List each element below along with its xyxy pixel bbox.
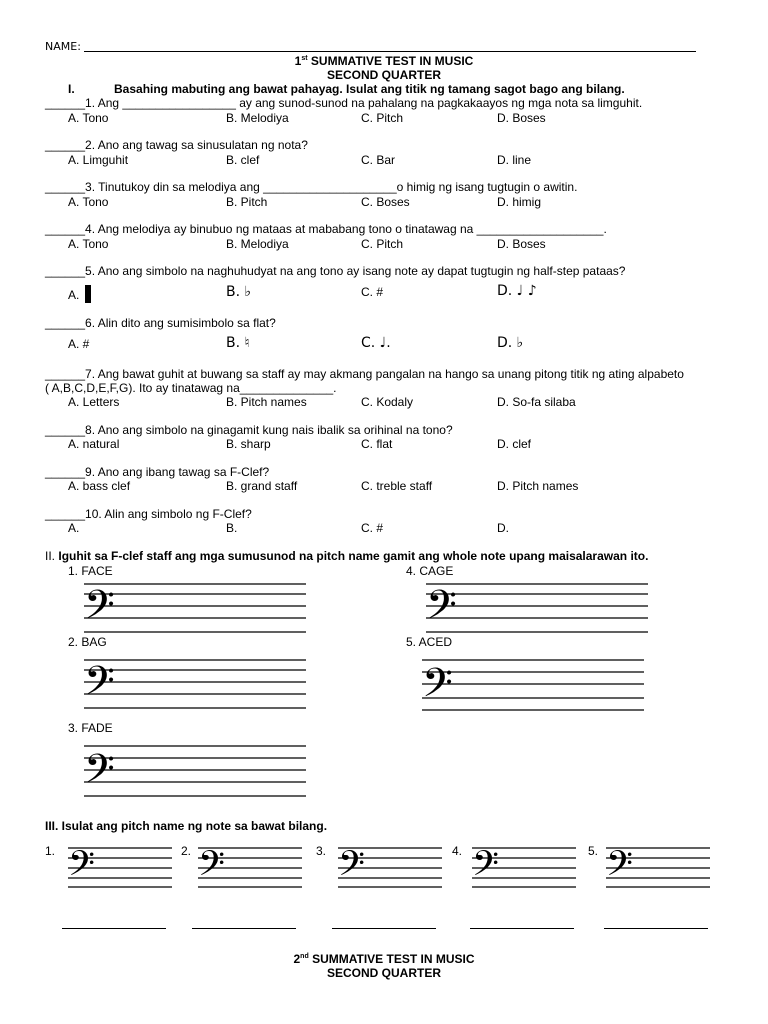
choice-c: C. ♩. (361, 335, 391, 351)
choice-b: B. ♭ (226, 284, 252, 300)
choice-d: D. (497, 521, 509, 535)
choice-d: D. Pitch names (497, 479, 579, 493)
choice-a: A. (68, 521, 80, 535)
choice-b: B. grand staff (226, 479, 298, 493)
f-clef-staff[interactable] (422, 578, 652, 636)
choice-c: C. Pitch (361, 237, 404, 251)
bass-clef-icon: 𝄢 (84, 746, 115, 800)
choice-d: D. Boses (497, 237, 546, 251)
choice-c: C. # (361, 521, 384, 535)
choice-c: C. Bar (361, 153, 396, 167)
question-stem: ______4. Ang melodiya ay binubuo ng mataas at mababang tono o tinatawag na ___________________. (45, 222, 607, 236)
answer-line[interactable] (192, 928, 296, 929)
f-clef-staff (64, 842, 176, 892)
choice-b: B. Pitch (226, 195, 268, 209)
bass-clef-icon: 𝄢 (84, 582, 115, 636)
item-number: 2. (181, 844, 192, 858)
bass-clef-icon: 𝄢 (422, 660, 453, 716)
page-title: 1st SUMMATIVE TEST IN MUSIC (294, 54, 474, 68)
question-stem: ______5. Ano ang simbolo na naghuhudyat na ang tono ay isang note ay dapat tugtugin ng half-step pataas? (45, 264, 626, 278)
bass-clef-icon: 𝄢 (426, 582, 457, 636)
choice-a: A. Letters (68, 395, 120, 409)
choice-c: C. flat (361, 437, 393, 451)
drawing-item-label: 1. FACE (68, 564, 113, 578)
choice-b: B. Pitch names (226, 395, 307, 409)
choice-c: C. Boses (361, 195, 410, 209)
question-stem: ______3. Tinutukoy din sa melodiya ang ____________________o himig ng isang tugtugin o awitin. (45, 180, 578, 194)
choice-d: D. ♩ ♪ (497, 283, 537, 299)
choice-d: D. line (497, 153, 532, 167)
choice-c: C. Pitch (361, 111, 404, 125)
answer-line[interactable] (332, 928, 436, 929)
f-clef-staff (334, 842, 446, 892)
choice-d: D. ♭ (497, 335, 524, 351)
question-stem: ______6. Alin dito ang sumisimbolo sa flat? (45, 316, 276, 330)
next-test-title: 2nd SUMMATIVE TEST IN MUSIC (293, 952, 475, 966)
part1-roman: I. (68, 82, 75, 96)
choice-d: D. So-fa silaba (497, 395, 576, 409)
item-number: 4. (452, 844, 463, 858)
drawing-item-label: 3. FADE (68, 721, 113, 735)
choice-d: D. clef (497, 437, 532, 451)
question-stem: ______2. Ano ang tawag sa sinusulatan ng nota? (45, 138, 308, 152)
f-clef-staff[interactable] (80, 740, 310, 800)
f-clef-staff[interactable] (80, 654, 310, 712)
item-number: 3. (316, 844, 327, 858)
answer-line[interactable] (470, 928, 574, 929)
choice-b: B. ♮ (226, 335, 250, 351)
bass-clef-icon: 𝄢 (68, 843, 96, 892)
choice-a: A. natural (68, 437, 120, 451)
question-stem: ______1. Ang _________________ ay ang sunod-sunod na pahalang na pagkakaayos ng mga nota sa limguhit. (45, 96, 643, 110)
choice-a: A. Limguhit (68, 153, 129, 167)
question-stem: ______8. Ano ang simbolo na ginagamit kung nais ibalik sa orihinal na tono? (45, 423, 453, 437)
next-test-subtitle: SECOND QUARTER (326, 966, 441, 980)
f-clef-staff[interactable] (418, 654, 648, 716)
choice-c: C. Kodaly (361, 395, 414, 409)
choice-a: A. Tono (68, 237, 109, 251)
question-stem: ______9. Ano ang ibang tawag sa F-Clef? (45, 465, 270, 479)
choice-a: A. bass clef (68, 479, 131, 493)
choice-c: C. # (361, 285, 384, 299)
name-line[interactable] (84, 51, 696, 52)
choice-d: D. himig (497, 195, 542, 209)
choice-a: A. (68, 285, 91, 303)
answer-line[interactable] (604, 928, 708, 929)
question-stem: ______10. Alin ang simbolo ng F-Clef? (45, 507, 252, 521)
thick-barline-icon (85, 285, 91, 303)
page-subtitle: SECOND QUARTER (326, 68, 441, 82)
item-number: 5. (588, 844, 599, 858)
part1-instruction: Basahing mabuting ang bawat pahayag. Isulat ang titik ng tamang sagot bago ang bilang. (114, 82, 625, 96)
choice-a: A. # (68, 337, 90, 351)
f-clef-staff (194, 842, 306, 892)
choice-b: B. Melodiya (226, 237, 289, 251)
choice-a: A. Tono (68, 111, 109, 125)
answer-line[interactable] (62, 928, 166, 929)
bass-clef-icon: 𝄢 (198, 843, 226, 892)
bass-clef-icon: 𝄢 (338, 843, 366, 892)
choice-b: B. sharp (226, 437, 271, 451)
choice-b: B. (226, 521, 238, 535)
choice-b: B. clef (226, 153, 260, 167)
bass-clef-icon: 𝄢 (84, 658, 115, 712)
item-number: 1. (45, 844, 56, 858)
question-stem: ______7. Ang bawat guhit at buwang sa staff ay may akmang pangalan na hango sa unang pitong titik ng ating alpabeto (45, 367, 684, 381)
choice-b: B. Melodiya (226, 111, 289, 125)
choice-c: C. treble staff (361, 479, 433, 493)
choice-a: A. Tono (68, 195, 109, 209)
drawing-item-label: 2. BAG (68, 635, 107, 649)
choice-d: D. Boses (497, 111, 546, 125)
name-label: NAME: (45, 40, 81, 53)
f-clef-staff (468, 842, 580, 892)
f-clef-staff (602, 842, 714, 892)
drawing-item-label: 5. ACED (406, 635, 453, 649)
bass-clef-icon: 𝄢 (606, 843, 634, 892)
bass-clef-icon: 𝄢 (472, 843, 500, 892)
part2-heading: II. Iguhit sa F-clef staff ang mga sumusunod na pitch name gamit ang whole note upang maisalarawan ito. (45, 549, 649, 563)
part3-instruction: III. Isulat ang pitch name ng note sa bawat bilang. (45, 819, 328, 833)
f-clef-staff[interactable] (80, 578, 310, 636)
question-stem-cont: ( A,B,C,D,E,F,G). Ito ay tinatawag na______________. (45, 381, 337, 395)
drawing-item-label: 4. CAGE (406, 564, 454, 578)
